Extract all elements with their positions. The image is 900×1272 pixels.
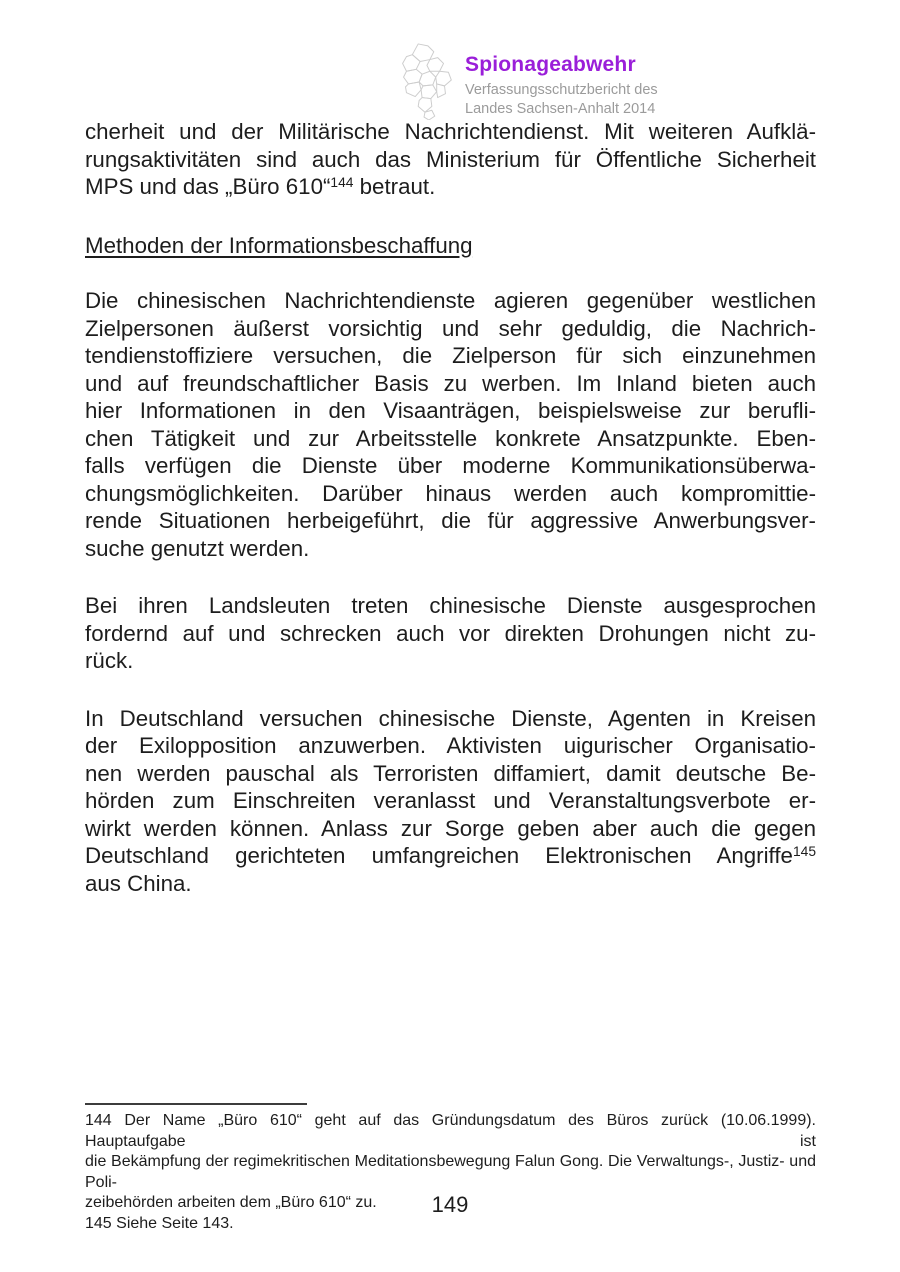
text-line: falls verfügen die Dienste über moderne Kommunikationsüberwa- <box>85 453 816 478</box>
text-line: chungsmöglichkeiten. Darüber hinaus werden auch kompromittie- <box>85 480 816 506</box>
section-heading: Methoden der Informationsbeschaffung <box>85 232 473 258</box>
text-line: Zielpersonen äußerst vorsichtig und sehr geduldig, die Nachrich- <box>85 315 816 341</box>
page-header <box>394 42 658 120</box>
page-number: 149 <box>431 1192 469 1217</box>
text-line: der Exilopposition anzuwerben. Aktivisten uigurischer Organisatio- <box>85 733 816 758</box>
text-line: wirkt werden können. Anlass zur Sorge geben aber auch die gegen <box>85 815 816 841</box>
paragraph-landsleute <box>85 592 816 675</box>
header-subtitle-line2: Landes Sachsen-Anhalt 2014 <box>465 101 656 117</box>
text-line: chen Tätigkeit und zur Arbeitsstelle konkrete Ansatzpunkte. Eben- <box>85 425 816 451</box>
paragraph-intro <box>85 118 816 201</box>
text-line: Deutschland gerichteten umfangreichen Elektronischen Angriffe$^{145}$ <box>85 843 816 868</box>
paragraph-methods <box>85 287 816 562</box>
text-line: rende Situationen herbeigeführt, die für aggressive Anwerbungsver- <box>85 508 816 533</box>
text-line: 144 Der Name „Büro 610“ geht auf das Gründungsdatum des Büros zurück (10.06.1999). Hauptaufgabe ist <box>85 1112 816 1150</box>
footnote-ref: 144 <box>330 174 354 191</box>
body-text <box>85 118 816 927</box>
text-line: rungsaktivitäten sind auch das Ministerium für Öffentliche Sicherheit <box>85 146 816 172</box>
text-line: In Deutschland versuchen chinesische Dienste, Agenten in Kreisen <box>85 705 816 731</box>
text-line: zeibehörden arbeiten dem „Büro 610“ zu. <box>85 1194 377 1211</box>
text-line: Die chinesischen Nachrichtendienste agieren gegenüber westlichen <box>85 288 816 313</box>
text-line: hörden zum Einschreiten veranlasst und Veranstaltungsverbote er- <box>85 788 816 813</box>
text-line: cherheit und der Militärische Nachrichtendienst. Mit weiteren Aufklä- <box>85 119 816 144</box>
text-line: aus China. <box>85 870 192 896</box>
text-line: Bei ihren Landsleuten treten chinesische Dienste ausgesprochen <box>85 593 816 618</box>
text-line: MPS und das „Büro 610“$^{144}$ betraut. <box>85 174 436 199</box>
footnote-ref: 145 <box>792 843 816 860</box>
paragraph-deutschland <box>85 705 816 898</box>
text-line: nen werden pauschal als Terroristen diffamiert, damit deutsche Be- <box>85 760 816 786</box>
text-line: die Bekämpfung der regimekritischen Meditationsbewegung Falun Gong. Die Verwaltungs-, Justiz- und Poli- <box>85 1153 816 1191</box>
header-text-block <box>465 42 658 119</box>
text-line: und auf freundschaftlicher Basis zu werben. Im Inland bieten auch <box>85 370 816 396</box>
text-line: hier Informationen in den Visaanträgen, beispielsweise zur berufli- <box>85 398 816 423</box>
text-line: fordernd auf und schrecken auch vor direkten Drohungen nicht zu- <box>85 620 816 646</box>
text-line: suche genutzt werden. <box>85 535 310 561</box>
text-line: 145 Siehe Seite 143. <box>85 1214 234 1232</box>
header-subtitle-line1: Verfassungsschutzbericht des <box>465 82 658 98</box>
text-line: tendienstoffiziere versuchen, die Zielperson für sich einzunehmen <box>85 343 816 368</box>
sachsen-anhalt-map-icon <box>394 42 456 120</box>
header-title: Spionageabwehr <box>465 53 636 76</box>
text-line: rück. <box>85 648 134 673</box>
footnote-separator <box>85 1103 307 1105</box>
